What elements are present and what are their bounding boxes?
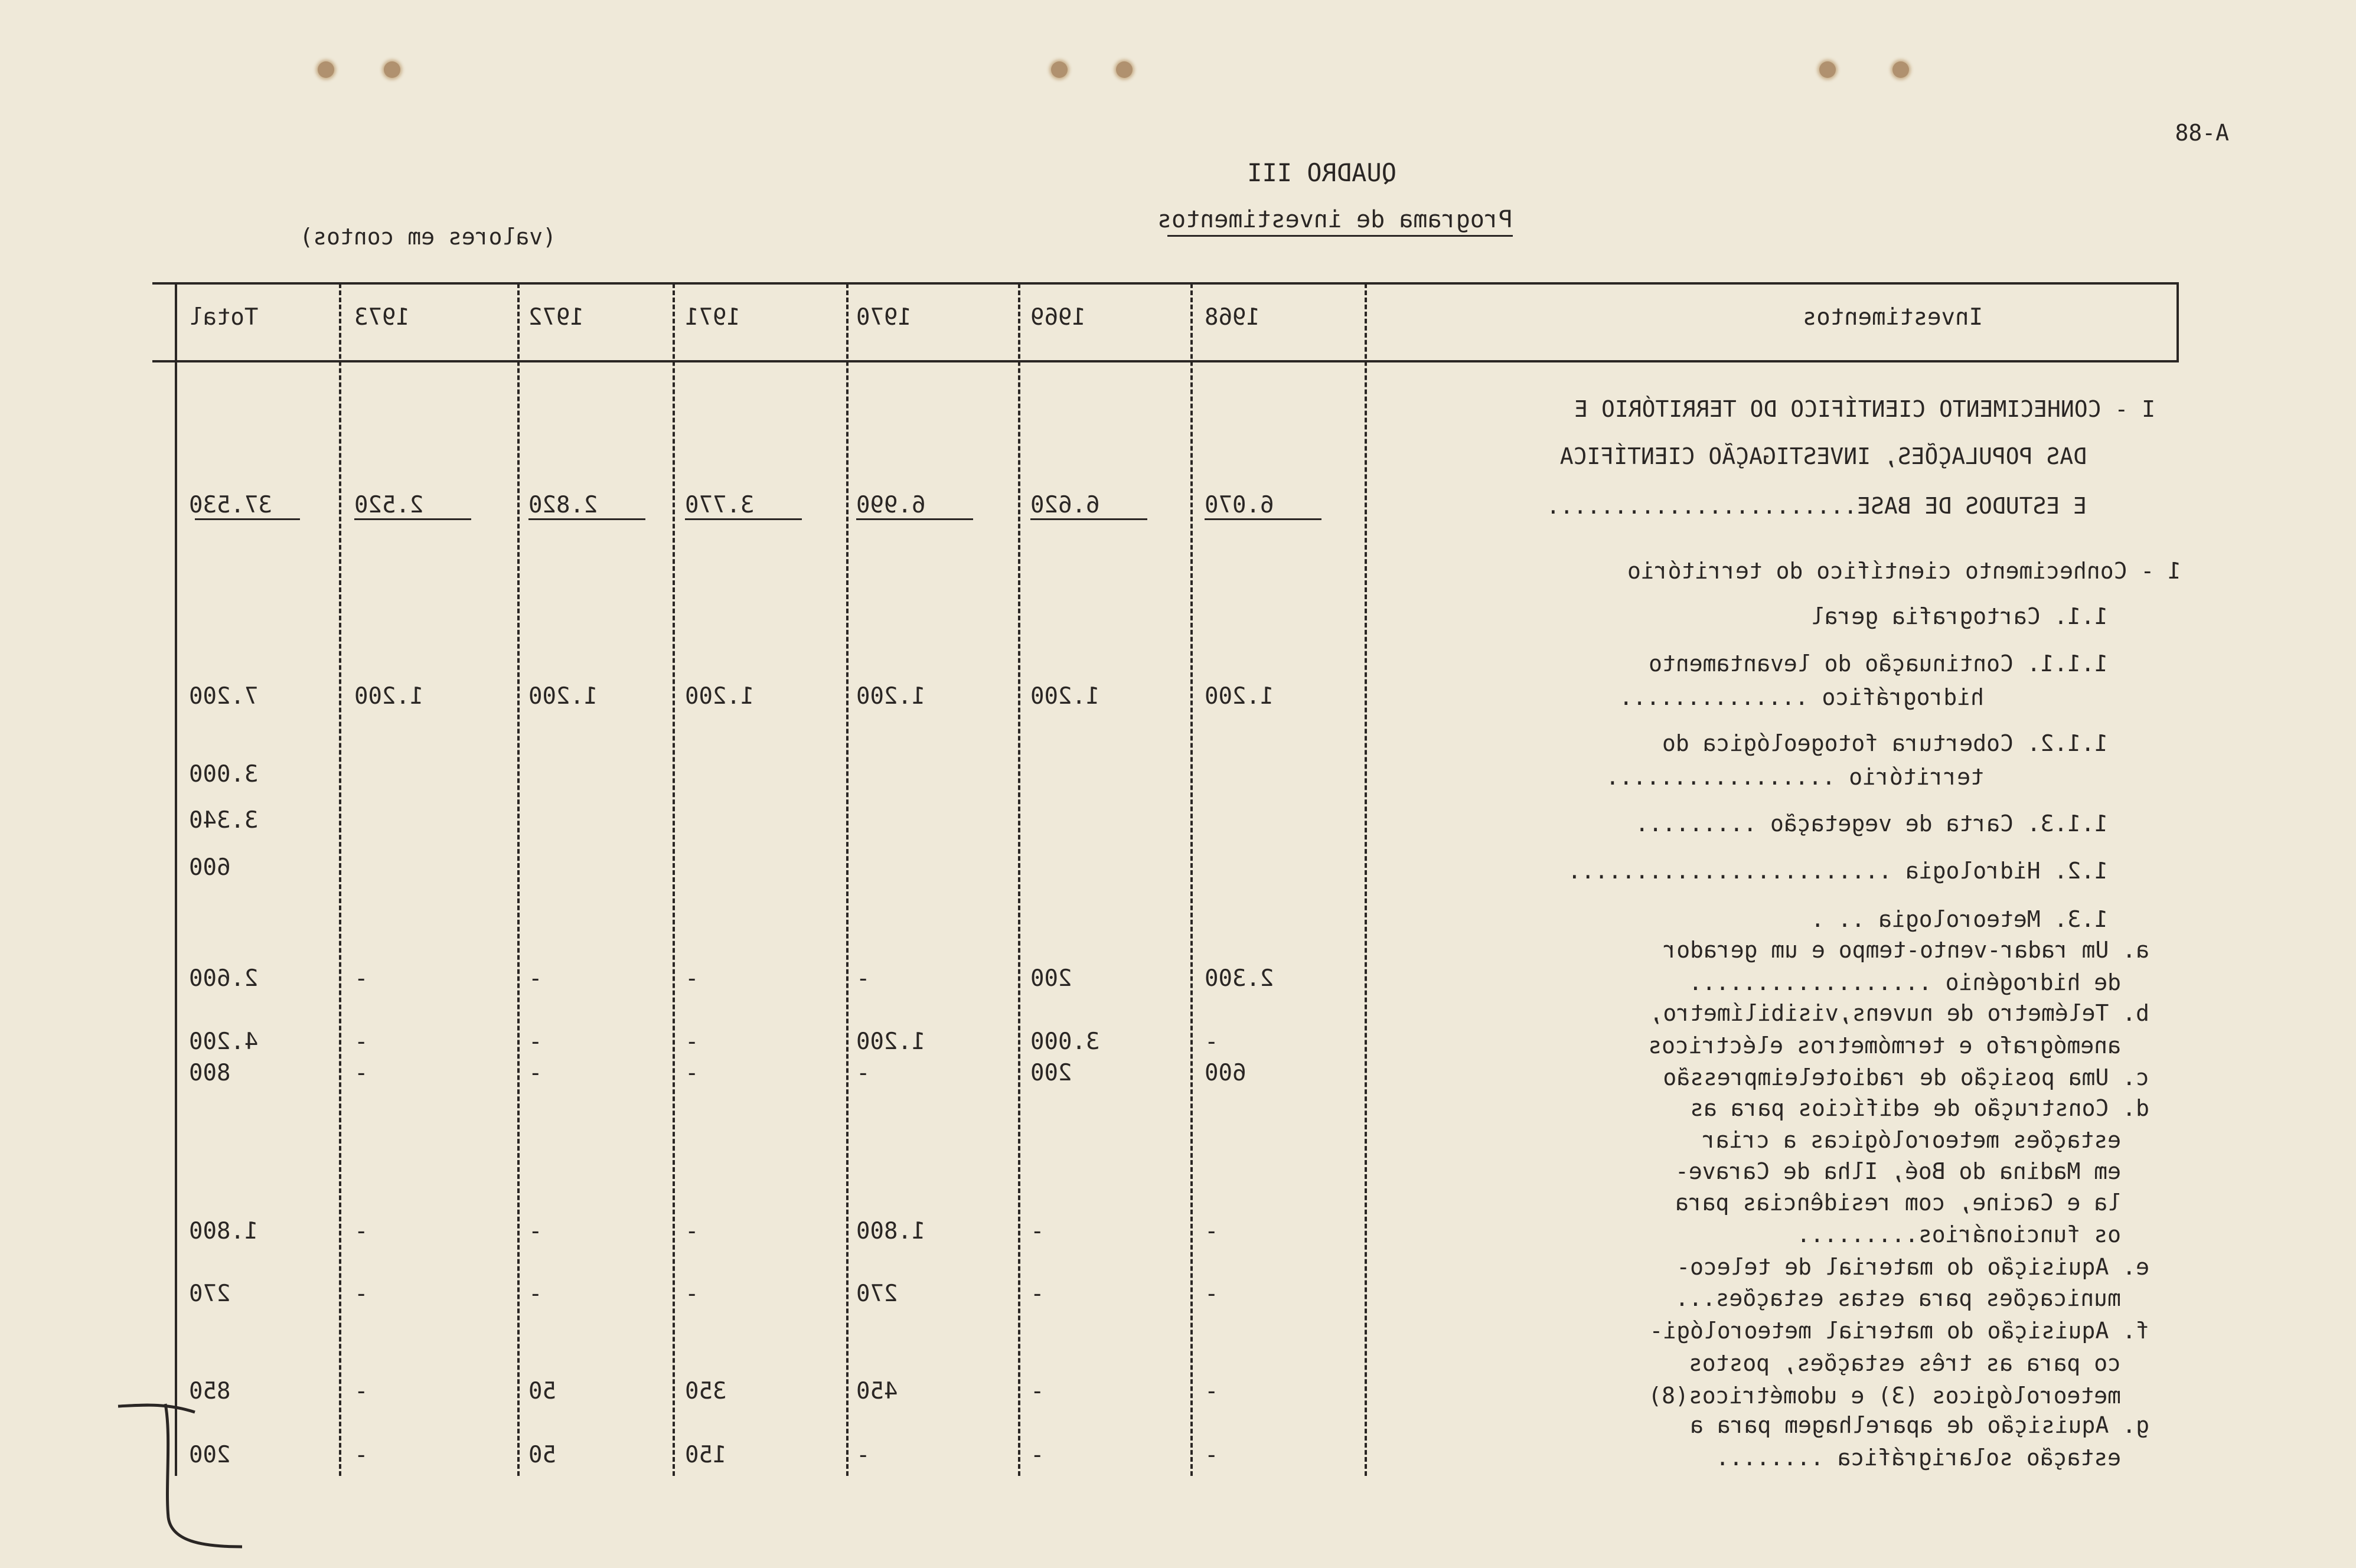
page-label: A-88 (2175, 120, 2229, 146)
header-1969: 1969 (1030, 304, 1086, 331)
row-12-total: 600 (189, 854, 231, 881)
row-113-line: 1.1.3. Carta de vegetação ......... (1635, 811, 2108, 837)
row-c-1968: 600 (1205, 1060, 1246, 1086)
section-line: E ESTUDOS DE BASE....................... (1546, 493, 2087, 519)
column-separator (846, 283, 849, 1476)
subtitle-underline (1167, 235, 1513, 237)
row-c-1969: 200 (1030, 1060, 1072, 1086)
row-b-1969: 3.000 (1030, 1028, 1100, 1055)
punch-hole (1051, 61, 1068, 78)
row-d-line: d. Construção de edifícios para as (1690, 1095, 2149, 1121)
header-total: Total (189, 304, 259, 331)
row-112-total: 3.000 (189, 761, 259, 788)
value-underline (685, 518, 802, 520)
page-title: QUADRO III (1247, 158, 1396, 187)
header-1970: 1970 (856, 304, 912, 331)
row-111-1968: 1.200 (1205, 683, 1274, 710)
row-b-1971: - (685, 1028, 699, 1055)
row-g-1972: 50 (528, 1442, 556, 1468)
row-111-total: 7.200 (189, 683, 259, 710)
row-111-1972: 1.200 (528, 683, 598, 710)
header-1972: 1972 (528, 304, 584, 331)
row-f-1968: - (1205, 1378, 1219, 1404)
row-g-total: 200 (189, 1442, 231, 1468)
row-d-1971: - (685, 1218, 699, 1244)
punch-hole (384, 61, 400, 78)
row-a-1973: - (354, 965, 368, 992)
row-111-1969: 1.200 (1030, 683, 1100, 710)
row-g-1971: 150 (685, 1442, 727, 1468)
column-separator (673, 283, 675, 1476)
section-1972: 2.820 (528, 492, 598, 518)
value-underline (354, 518, 471, 520)
row-f-total: 850 (189, 1378, 231, 1404)
section-1970: 6.990 (856, 492, 926, 518)
row-a-total: 2.600 (189, 965, 259, 992)
row-g-line: estação solarigráfica ........ (1715, 1445, 2121, 1471)
punch-hole (1892, 61, 1909, 78)
row-c-line: c. Uma posição de radioteleimpressão (1663, 1064, 2149, 1090)
row-b-line: b. Telémetro de nuvens,visibilímetro, (1649, 1000, 2149, 1026)
row-111-line: hidrográfico .............. (1619, 684, 1984, 710)
row-a-1970: - (856, 965, 870, 992)
section-line: DAS POPULAÇÕES, INVESTIGAÇÃO CIENTÍFICA (1559, 443, 2087, 469)
value-underline (1030, 518, 1147, 520)
row-a-1969: 200 (1030, 965, 1072, 992)
header-1973: 1973 (354, 304, 410, 331)
row-12-line: 1.2. Hidrologia ........................ (1567, 858, 2108, 884)
row-d-line: estações meteorológicas a criar (1702, 1127, 2121, 1153)
row-e-1973: - (354, 1280, 368, 1307)
column-separator (1018, 283, 1020, 1476)
column-separator (339, 283, 341, 1476)
row-b-1973: - (354, 1028, 368, 1055)
value-underline (528, 518, 645, 520)
row-b-1968: - (1205, 1028, 1219, 1055)
row-d-line: la e Cacine, com residências para (1675, 1190, 2121, 1216)
section-1971: 3.770 (685, 492, 755, 518)
header-1971: 1971 (685, 304, 740, 331)
row-g-1970: - (856, 1442, 870, 1468)
row-d-1973: - (354, 1218, 368, 1244)
row-a-1971: - (685, 965, 699, 992)
row-112-line: território ................. (1606, 764, 1984, 790)
row-d-1969: - (1030, 1218, 1045, 1244)
row-f-line: meteorológicos (3) e udométricos(8) (1648, 1383, 2121, 1409)
row-d-total: 1.800 (189, 1218, 259, 1244)
row-a-1972: - (528, 965, 543, 992)
row-e-total: 270 (189, 1280, 231, 1307)
row-c-1973: - (354, 1060, 368, 1086)
row-d-line: em Madina do Boé, Ilha de Carave- (1675, 1158, 2121, 1184)
row-e-line: municações para estas estações... (1675, 1285, 2121, 1311)
column-separator (1365, 283, 1367, 1476)
heading-1: 1 - Conhecimento científico do território (1627, 558, 2181, 584)
row-a-line: de hidrogénio .................. (1688, 969, 2121, 995)
row-e-1970: 270 (856, 1280, 898, 1307)
pen-mark (100, 1399, 254, 1553)
row-f-1971: 350 (685, 1378, 727, 1404)
row-a-line: a. Um radar-vento-tempo e um gerador (1663, 937, 2149, 963)
row-e-1969: - (1030, 1280, 1045, 1307)
column-separator (1190, 283, 1193, 1476)
row-f-1973: - (354, 1378, 368, 1404)
row-g-line: g. Aquisição de aparelhagem para a (1690, 1412, 2149, 1438)
heading-1-1: 1.1. Cartografia geral (1810, 603, 2108, 629)
section-1968: 6.070 (1205, 492, 1274, 518)
punch-hole (1819, 61, 1836, 78)
row-b-line: anemógrafo e termómetros eléctricos (1648, 1033, 2121, 1059)
value-underline (1205, 518, 1321, 520)
row-d-1970: 1.800 (856, 1218, 926, 1244)
row-f-line: co para as três estações, postos (1688, 1350, 2121, 1376)
row-111-1970: 1.200 (856, 683, 926, 710)
row-111-1971: 1.200 (685, 683, 755, 710)
row-g-1973: - (354, 1442, 368, 1468)
section-1973: 2.520 (354, 492, 424, 518)
section-1969: 6.620 (1030, 492, 1100, 518)
table-top-rule (152, 282, 2179, 285)
row-d-1972: - (528, 1218, 543, 1244)
header-investimentos: Investimentos (1802, 304, 1983, 331)
table-right-edge (175, 283, 177, 1476)
page-subtitle: Programa de investimentos (1157, 206, 1513, 233)
row-d-line: os funcionários......... (1796, 1221, 2121, 1247)
column-separator (517, 283, 520, 1476)
row-f-line: f. Aquisição do material meteorológi- (1649, 1318, 2149, 1344)
row-c-1971: - (685, 1060, 699, 1086)
row-f-1970: 450 (856, 1378, 898, 1404)
row-13-line: 1.3. Meteorologia .. . (1810, 906, 2108, 932)
units-note: (valores em contos) (299, 224, 556, 250)
row-c-total: 800 (189, 1060, 231, 1086)
row-111-1973: 1.200 (354, 683, 424, 710)
row-e-line: e. Aquisição do material de teleco- (1676, 1254, 2149, 1280)
row-a-1968: 2.300 (1205, 965, 1274, 992)
table-left-edge (2176, 283, 2179, 360)
row-b-1972: - (528, 1028, 543, 1055)
row-111-line: 1.1.1. Continuação do levantamento (1649, 651, 2108, 677)
row-e-1972: - (528, 1280, 543, 1307)
value-underline (856, 518, 973, 520)
punch-hole (1116, 61, 1133, 78)
row-112-line: 1.1.2. Cobertura fotogeológica do (1662, 730, 2108, 756)
row-c-1970: - (856, 1060, 870, 1086)
row-e-1971: - (685, 1280, 699, 1307)
row-b-total: 4.200 (189, 1028, 259, 1055)
row-e-1968: - (1205, 1280, 1219, 1307)
section-line: I - CONHECIMENTO CIENTÍFICO DO TERRITÓRIO E (1574, 396, 2155, 422)
row-f-1972: 50 (528, 1378, 556, 1404)
row-b-1970: 1.200 (856, 1028, 926, 1055)
value-underline (195, 518, 300, 520)
row-g-1968: - (1205, 1442, 1219, 1468)
header-rule (152, 360, 2179, 362)
row-c-1972: - (528, 1060, 543, 1086)
row-g-1969: - (1030, 1442, 1045, 1468)
row-d-1968: - (1205, 1218, 1219, 1244)
row-113-total: 3.340 (189, 807, 259, 834)
section-total: 37.530 (189, 492, 272, 518)
punch-hole (318, 61, 334, 78)
row-f-1969: - (1030, 1378, 1045, 1404)
header-1968: 1968 (1205, 304, 1260, 331)
